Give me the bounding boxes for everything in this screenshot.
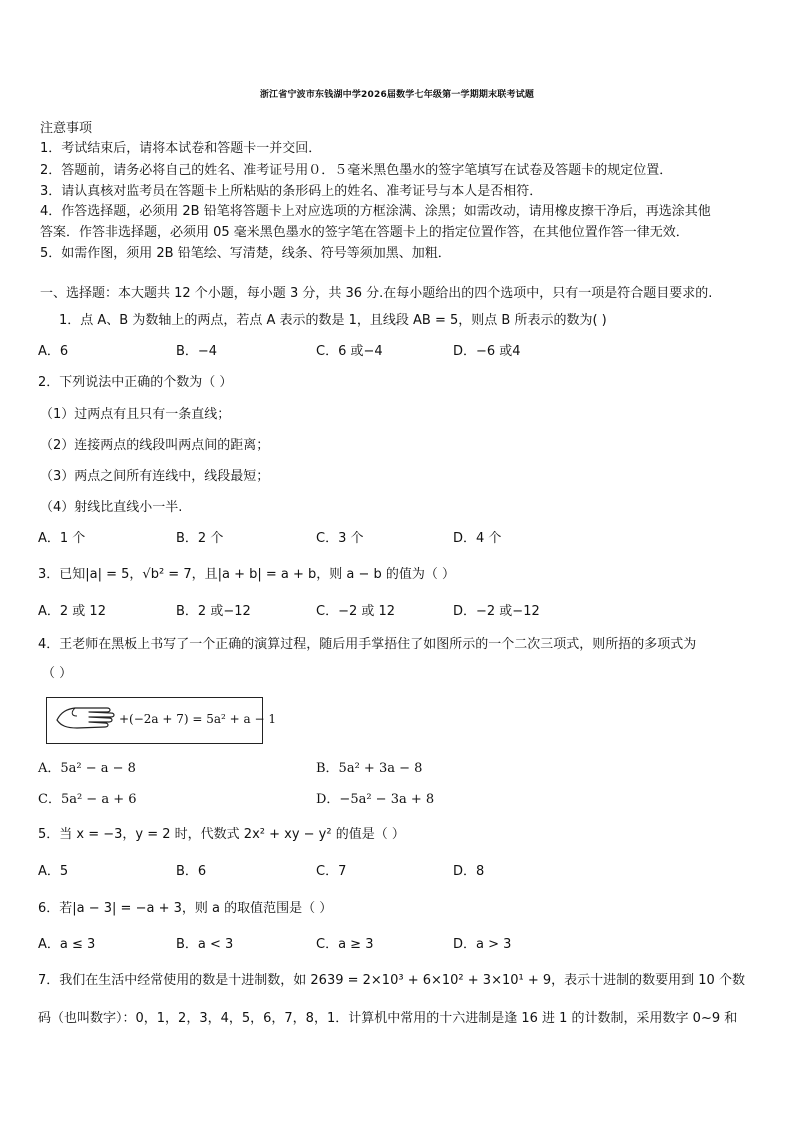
notice-heading: 注意事项 — [40, 121, 93, 136]
question-2-stem: 2．下列说法中正确的个数为（ ） — [38, 375, 233, 390]
notice-item: 3．请认真核对监考员在答题卡上所粘贴的条形码上的姓名、准考证号与本人是否相符． — [40, 184, 543, 199]
q2-option-d: D．4 个 — [453, 531, 502, 546]
question-4-stem-cont: （ ） — [42, 666, 73, 681]
question-6-stem: 6．若|a − 3| = −a + 3，则 a 的取值范围是（ ） — [38, 901, 333, 916]
q2-statement: （3）两点之间所有连线中，线段最短； — [40, 469, 270, 484]
question-7-line-2: 码（也叫数字）：0，1，2，3，4，5，6，7，8，1．计算机中常用的十六进制是逢 16 进 1 的计数制，采用数字 0~9 和 — [38, 1011, 738, 1026]
q1-option-a: A．6 — [38, 344, 69, 359]
question-1-stem: 1．点 A、B 为数轴上的两点，若点 A 表示的数是 1，且线段 AB = 5，则点 B 所表示的数为( ) — [59, 313, 607, 328]
notice-item: 答案．作答非选择题，必须用 05 毫米黑色墨水的签字笔在答题卡上的指定位置作答，在其他位置作答一律无效． — [40, 225, 689, 240]
section-heading: 一、选择题：本大题共 12 个小题，每小题 3 分，共 36 分.在每小题给出的四个选项中，只有一项是符合题目要求的. — [40, 286, 713, 301]
q2-statement: （1）过两点有且只有一条直线； — [40, 407, 231, 422]
q3-option-b: B．2 或−12 — [176, 604, 251, 619]
q3-option-d: D．−2 或−12 — [453, 604, 540, 619]
question-4-stem: 4．王老师在黑板上书写了一个正确的演算过程，随后用手掌捂住了如图所示的一个二次三项式，则所捂的多项式为 — [38, 637, 697, 652]
q6-option-d: D．a > 3 — [453, 937, 512, 952]
notice-item: 4．作答选择题，必须用 2B 铅笔将答题卡上对应选项的方框涂满、涂黑；如需改动，请用橡皮擦干净后，再选涂其他 — [40, 204, 711, 219]
q3-option-c: C．−2 或 12 — [316, 604, 396, 619]
q2-option-b: B．2 个 — [176, 531, 224, 546]
question-5-stem: 5．当 x = −3，y = 2 时，代数式 2x² + xy − y² 的值是（ ） — [38, 827, 405, 842]
notice-item: 1．考试结束后，请将本试卷和答题卡一并交回． — [40, 141, 322, 156]
q4-option-d: D．−5a² − 3a + 8 — [316, 792, 435, 807]
q5-option-a: A．5 — [38, 864, 69, 879]
q1-option-b: B．−4 — [176, 344, 218, 359]
q4-option-a: A．5a² − a − 8 — [38, 761, 136, 776]
q5-option-b: B．6 — [176, 864, 207, 879]
q2-statement: （4）射线比直线小一半. — [40, 500, 183, 515]
q2-option-c: C．3 个 — [316, 531, 364, 546]
q2-statement: （2）连接两点的线段叫两点间的距离； — [40, 438, 270, 453]
notice-item: 2．答题前，请务必将自己的姓名、准考证号用０．５毫米黑色墨水的签字笔填写在试卷及答题卡的规定位置． — [40, 163, 673, 178]
q1-option-d: D．−6 或4 — [453, 344, 521, 359]
q6-option-c: C．a ≥ 3 — [316, 937, 374, 952]
exam-title: 浙江省宁波市东钱湖中学2026届数学七年级第一学期期末联考试题 — [259, 90, 535, 100]
question-3-stem: 3．已知|a| = 5，√b² = 7，且|a + b| = a + b，则 a − b 的值为（ ） — [38, 567, 456, 582]
q6-option-b: B．a < 3 — [176, 937, 234, 952]
q5-option-c: C．7 — [316, 864, 347, 879]
notice-item: 5．如需作图，须用 2B 铅笔绘、写清楚，线条、符号等须加黑、加粗． — [40, 246, 451, 261]
question-7-line-1: 7．我们在生活中经常使用的数是十进制数，如 2639 = 2×10³ + 6×10² + 3×10¹ + 9，表示十进制的数要用到 10 个数 — [38, 973, 745, 988]
q5-option-d: D．8 — [453, 864, 485, 879]
q6-option-a: A．a ≤ 3 — [38, 937, 96, 952]
q4-option-b: B．5a² + 3a − 8 — [316, 761, 423, 776]
q1-option-c: C．6 或−4 — [316, 344, 383, 359]
hand-figure-box — [46, 697, 277, 744]
q2-option-a: A．1 个 — [38, 531, 86, 546]
q3-option-a: A．2 或 12 — [38, 604, 106, 619]
q4-option-c: C．5a² − a + 6 — [38, 792, 137, 807]
figure-equation: +(−2a + 7) = 5a² + a − 1 — [119, 712, 277, 726]
palm-icon — [55, 704, 117, 734]
